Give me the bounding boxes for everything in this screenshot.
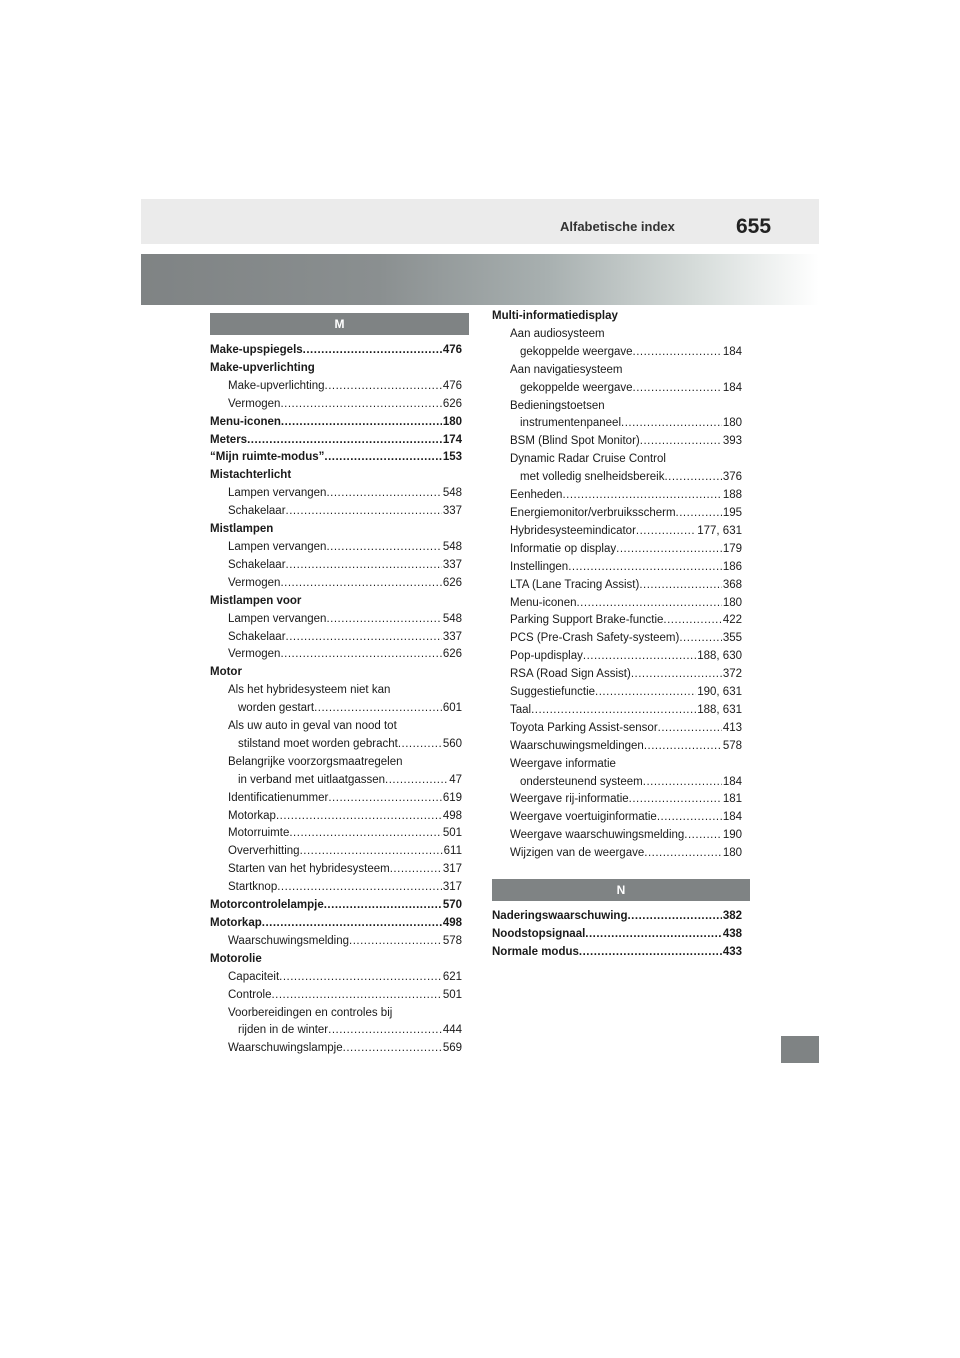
index-entry-page: 180 [722, 847, 742, 860]
index-entry-term: Make-upverlichting [228, 379, 325, 392]
index-column-left [210, 342, 462, 1058]
index-entry-page: 179 [722, 542, 742, 555]
index-entry [210, 808, 462, 826]
index-entry [492, 845, 742, 863]
index-entry-page: 184 [722, 775, 742, 788]
index-entry-term: Vermogen [228, 576, 281, 589]
index-entry-page: 174 [442, 433, 462, 446]
index-entry [210, 503, 462, 521]
index-entry-page: 372 [722, 668, 742, 681]
index-entry [492, 666, 742, 684]
index-entry-term: Motorruimte [228, 827, 290, 840]
index-entry-term: gekoppelde weergave [520, 345, 633, 358]
index-entry-term: Weergave rij-informatie [510, 793, 629, 806]
index-entry [210, 342, 462, 360]
index-entry-term: Menu-iconen [510, 596, 577, 609]
index-entry-term: Menu-iconen [210, 415, 281, 428]
index-entry-page: 317 [442, 881, 462, 894]
index-entry-term: Capaciteit [228, 970, 280, 983]
index-entry-page: 601 [442, 702, 462, 715]
index-entry-page: 188, 631 [697, 703, 742, 716]
index-entry-term: Als het hybridesysteem niet kan [228, 684, 391, 697]
index-entry [492, 702, 742, 720]
dot-leader [627, 908, 721, 926]
index-column-right [492, 308, 742, 863]
index-entry [210, 825, 462, 843]
index-entry [210, 1040, 462, 1058]
index-entry-page: 476 [442, 379, 462, 392]
index-entry [492, 326, 742, 344]
index-entry [492, 612, 742, 630]
dot-leader [657, 809, 722, 827]
dot-leader [385, 772, 448, 790]
dot-leader [583, 648, 696, 666]
dot-leader [328, 1022, 442, 1040]
section-header-m: M [210, 313, 469, 335]
index-entry-term: rijden in de winter [238, 1024, 329, 1037]
index-entry-page: 619 [442, 791, 462, 804]
dot-leader [286, 629, 442, 647]
index-entry-page: 393 [722, 435, 742, 448]
index-entry-term: Oververhitting [228, 845, 300, 858]
dot-leader [663, 612, 721, 630]
index-entry-term: Mistlampen voor [210, 594, 302, 607]
index-entry-page: 195 [722, 506, 742, 519]
index-entry-page: 444 [442, 1024, 462, 1037]
index-entry-term: PCS (Pre-Crash Safety-systeem) [510, 632, 680, 645]
dot-leader [639, 577, 721, 595]
index-entry-term: Voorbereidingen en controles bij [228, 1006, 393, 1019]
dot-leader [644, 738, 722, 756]
dot-leader [324, 449, 441, 467]
dot-leader [325, 378, 442, 396]
dot-leader [262, 915, 442, 933]
index-entry-term: instrumentenpaneel [520, 417, 622, 430]
index-entry-term: Lampen vervangen [228, 540, 327, 553]
index-entry-page: 626 [442, 648, 462, 661]
index-entry [492, 720, 742, 738]
index-entry [492, 469, 742, 487]
index-entry-page: 498 [442, 917, 462, 929]
index-entry [492, 908, 742, 926]
index-entry [210, 539, 462, 557]
index-entry-page: 181 [722, 793, 742, 806]
index-entry [210, 951, 462, 969]
index-entry-term: Multi-informatiedisplay [492, 310, 618, 322]
dot-leader [328, 790, 441, 808]
index-entry [492, 791, 742, 809]
index-entry-term: Waarschuwingslampje [228, 1042, 343, 1055]
index-entry-term: Make-upverlichting [210, 361, 315, 374]
index-entry-page: 184 [722, 345, 742, 358]
index-entry-term: Weergave informatie [510, 757, 616, 770]
header-title: Alfabetische index [560, 219, 675, 234]
index-entry-page: 184 [722, 381, 742, 394]
index-column-right-n [492, 908, 742, 962]
index-entry-term: Schakelaar [228, 558, 286, 571]
index-entry-page: 177, 631 [697, 524, 742, 537]
index-entry-term: Controle [228, 988, 272, 1001]
index-entry [210, 378, 462, 396]
index-entry [492, 809, 742, 827]
index-entry-term: worden gestart [238, 702, 315, 715]
index-entry-page: 376 [722, 471, 742, 484]
index-entry-page: 548 [442, 612, 462, 625]
index-entry-page: 548 [442, 487, 462, 500]
index-entry-term: Mistlampen [210, 523, 274, 536]
index-entry-term: Motorkap [228, 809, 276, 822]
index-entry-term: Lampen vervangen [228, 612, 327, 625]
index-entry-term: Suggestiefunctie [510, 686, 596, 699]
index-entry [210, 969, 462, 987]
index-entry-page: 413 [722, 721, 742, 734]
dot-leader [349, 933, 442, 951]
index-entry-term: Hybridesysteemindicator [510, 524, 636, 537]
index-entry-page: 186 [722, 560, 742, 573]
index-entry-term: gekoppelde weergave [520, 381, 633, 394]
dot-leader [531, 702, 696, 720]
dot-leader [300, 843, 443, 861]
index-entry [210, 485, 462, 503]
index-entry-term: Motorkap [210, 917, 262, 929]
dot-leader [281, 414, 442, 432]
dot-leader [280, 396, 441, 414]
index-entry [210, 414, 462, 432]
index-entry-page: 190, 631 [697, 686, 742, 699]
index-entry-term: Meters [210, 433, 248, 446]
dot-leader [280, 575, 441, 593]
index-entry [492, 415, 742, 433]
index-entry-page: 570 [442, 899, 462, 912]
dot-leader [579, 944, 722, 962]
index-entry-page: 355 [722, 632, 742, 645]
index-entry-page: 433 [722, 945, 742, 958]
index-entry-page: 188, 630 [697, 650, 742, 663]
index-entry-term: Dynamic Radar Cruise Control [510, 453, 666, 466]
index-entry-term: Aan audiosysteem [510, 327, 605, 340]
index-entry-term: Schakelaar [228, 505, 286, 518]
index-entry [210, 736, 462, 754]
index-entry-page: 611 [443, 845, 462, 858]
index-entry-page: 337 [442, 505, 462, 518]
index-entry [492, 505, 742, 523]
index-entry [492, 344, 742, 362]
index-entry [492, 523, 742, 541]
index-entry-term: Normale modus [492, 945, 579, 958]
index-entry [492, 926, 742, 944]
index-entry [210, 557, 462, 575]
index-entry-page: 180 [722, 417, 742, 430]
dot-leader [631, 666, 722, 684]
index-entry [210, 861, 462, 879]
index-entry-term: Energiemonitor/verbruiksscherm [510, 506, 676, 519]
section-header-n: N [492, 879, 750, 901]
dot-leader [629, 791, 722, 809]
index-entry-term: Bedieningstoetsen [510, 399, 605, 412]
index-entry-term: LTA (Lane Tracing Assist) [510, 578, 640, 591]
index-entry [210, 664, 462, 682]
dot-leader [289, 825, 441, 843]
dot-leader [616, 541, 722, 559]
dot-leader [280, 646, 441, 664]
index-entry [210, 879, 462, 897]
index-entry-term: Waarschuwingsmeldingen [510, 739, 644, 752]
index-entry-term: Instellingen [510, 560, 569, 573]
index-entry-term: RSA (Road Sign Assist) [510, 668, 631, 681]
index-entry-page: 621 [442, 970, 462, 983]
index-entry-term: BSM (Blind Spot Monitor) [510, 435, 640, 448]
index-entry [492, 398, 742, 416]
dot-leader [640, 433, 722, 451]
dot-leader [390, 861, 442, 879]
index-entry [210, 897, 462, 915]
index-entry-page: 578 [722, 739, 742, 752]
index-entry-term: Naderingswaarschuwing [492, 910, 628, 922]
dot-leader [576, 595, 721, 613]
index-entry-page: 501 [442, 827, 462, 840]
index-entry-term: in verband met uitlaatgassen [238, 773, 386, 786]
index-entry [492, 648, 742, 666]
index-entry-page: 438 [722, 927, 742, 940]
page-number: 655 [736, 215, 772, 238]
index-entry-page: 368 [722, 578, 742, 591]
index-entry [492, 362, 742, 380]
dot-leader [684, 827, 722, 845]
dot-leader [633, 344, 722, 362]
index-entry-term: Vermogen [228, 648, 281, 661]
index-entry-term: Mistachterlicht [210, 469, 292, 482]
index-entry [210, 772, 462, 790]
index-entry [210, 467, 462, 485]
index-entry-page: 548 [442, 540, 462, 553]
index-entry-term: Wijzigen van de weergave [510, 847, 645, 860]
index-entry-page: 337 [442, 630, 462, 643]
dot-leader [562, 487, 721, 505]
dot-leader [326, 539, 441, 557]
index-entry [210, 575, 462, 593]
index-entry-term: Startknop [228, 881, 278, 894]
index-entry-term: Informatie op display [510, 542, 617, 555]
index-entry-page: 498 [442, 809, 462, 822]
dot-leader [585, 926, 722, 944]
index-entry [210, 987, 462, 1005]
index-entry-term: Weergave waarschuwingsmelding [510, 829, 685, 842]
dot-leader [568, 559, 722, 577]
index-entry [210, 790, 462, 808]
index-entry-term: Taal [510, 703, 532, 716]
index-entry-page: 501 [442, 988, 462, 1001]
index-entry [492, 541, 742, 559]
index-entry [210, 915, 462, 933]
index-entry-term: Toyota Parking Assist-sensor [510, 721, 658, 734]
index-entry [492, 308, 742, 326]
index-entry-page: 569 [442, 1042, 462, 1055]
index-entry-page: 476 [442, 344, 462, 356]
index-entry [492, 577, 742, 595]
index-entry [210, 700, 462, 718]
index-entry [210, 396, 462, 414]
index-entry-term: stilstand moet worden gebracht [238, 737, 398, 750]
index-entry-term: Vermogen [228, 397, 281, 410]
index-entry-term: Identificatienummer [228, 791, 329, 804]
index-entry-page: 382 [722, 910, 742, 922]
index-entry-term: Waarschuwingsmelding [228, 934, 350, 947]
dot-leader [343, 1040, 442, 1058]
index-entry-page: 47 [449, 773, 462, 786]
index-entry-term: ondersteunend systeem [520, 775, 643, 788]
dot-leader [633, 380, 722, 398]
dot-leader [314, 700, 442, 718]
dot-leader [595, 684, 696, 702]
dot-leader [286, 503, 442, 521]
index-entry-term: Eenheden [510, 489, 563, 502]
dot-leader [676, 505, 722, 523]
header-bar [141, 199, 819, 244]
dot-leader [643, 774, 722, 792]
index-entry [210, 1005, 462, 1023]
index-entry-term: “Mijn ruimte-modus” [210, 451, 325, 464]
dot-leader [398, 736, 442, 754]
dot-leader [658, 720, 722, 738]
index-entry-term: met volledig snelheidsbereik [520, 471, 665, 484]
index-entry [210, 449, 462, 467]
index-entry-page: 180 [442, 415, 462, 428]
index-entry-term: Motorcontrolelampje [210, 899, 324, 912]
index-entry-term: Weergave voertuiginformatie [510, 811, 657, 824]
dot-leader [636, 523, 696, 541]
index-entry [210, 521, 462, 539]
dot-leader [644, 845, 722, 863]
dot-leader [277, 879, 442, 897]
index-entry [492, 595, 742, 613]
index-entry-term: Make-upspiegels [210, 344, 303, 356]
dot-leader [279, 969, 442, 987]
index-entry [492, 827, 742, 845]
index-entry-page: 184 [722, 811, 742, 824]
dot-leader [303, 342, 442, 360]
index-entry-page: 153 [442, 451, 462, 464]
index-entry-page: 626 [442, 576, 462, 589]
decorative-gradient-band [141, 254, 819, 305]
index-entry [492, 380, 742, 398]
index-entry [492, 944, 742, 962]
dot-leader [664, 469, 721, 487]
dot-leader [621, 415, 722, 433]
index-entry [492, 433, 742, 451]
index-entry-page: 578 [442, 934, 462, 947]
index-entry-page: 317 [442, 863, 462, 876]
index-entry [210, 432, 462, 450]
index-entry [492, 684, 742, 702]
index-entry [210, 933, 462, 951]
index-entry-page: 422 [722, 614, 742, 627]
index-entry [210, 843, 462, 861]
index-entry-term: Motor [210, 666, 242, 679]
index-entry-page: 188 [722, 489, 742, 502]
index-entry [210, 360, 462, 378]
index-entry [492, 738, 742, 756]
dot-leader [679, 630, 721, 648]
index-entry-term: Motorolie [210, 952, 262, 965]
index-entry [492, 487, 742, 505]
index-entry-term: Belangrijke voorzorgsmaatregelen [228, 755, 403, 768]
index-entry-term: Lampen vervangen [228, 487, 327, 500]
dot-leader [276, 808, 442, 826]
index-entry [210, 593, 462, 611]
index-entry [492, 451, 742, 469]
index-entry-page: 190 [722, 829, 742, 842]
index-entry [492, 756, 742, 774]
index-entry [492, 630, 742, 648]
side-thumb-tab [781, 1036, 819, 1063]
index-entry-term: Pop-updisplay [510, 650, 583, 663]
index-entry-term: Noodstopsignaal [492, 927, 586, 940]
index-entry [210, 646, 462, 664]
dot-leader [271, 987, 441, 1005]
index-entry-page: 337 [442, 558, 462, 571]
dot-leader [286, 557, 442, 575]
dot-leader [326, 485, 441, 503]
index-entry [210, 629, 462, 647]
index-entry [210, 611, 462, 629]
dot-leader [324, 897, 442, 915]
index-entry-term: Schakelaar [228, 630, 286, 643]
dot-leader [247, 432, 442, 450]
index-entry-term: Als uw auto in geval van nood tot [228, 720, 397, 733]
index-entry [492, 559, 742, 577]
index-entry-page: 560 [442, 737, 462, 750]
index-entry [210, 718, 462, 736]
index-entry-term: Starten van het hybridesysteem [228, 863, 390, 876]
index-entry [210, 682, 462, 700]
index-entry [210, 754, 462, 772]
index-entry [492, 774, 742, 792]
index-entry-page: 180 [722, 596, 742, 609]
index-entry-page: 626 [442, 397, 462, 410]
dot-leader [326, 611, 441, 629]
index-entry-term: Aan navigatiesysteem [510, 363, 623, 376]
index-entry-term: Parking Support Brake-functie [510, 614, 664, 627]
index-entry [210, 1022, 462, 1040]
